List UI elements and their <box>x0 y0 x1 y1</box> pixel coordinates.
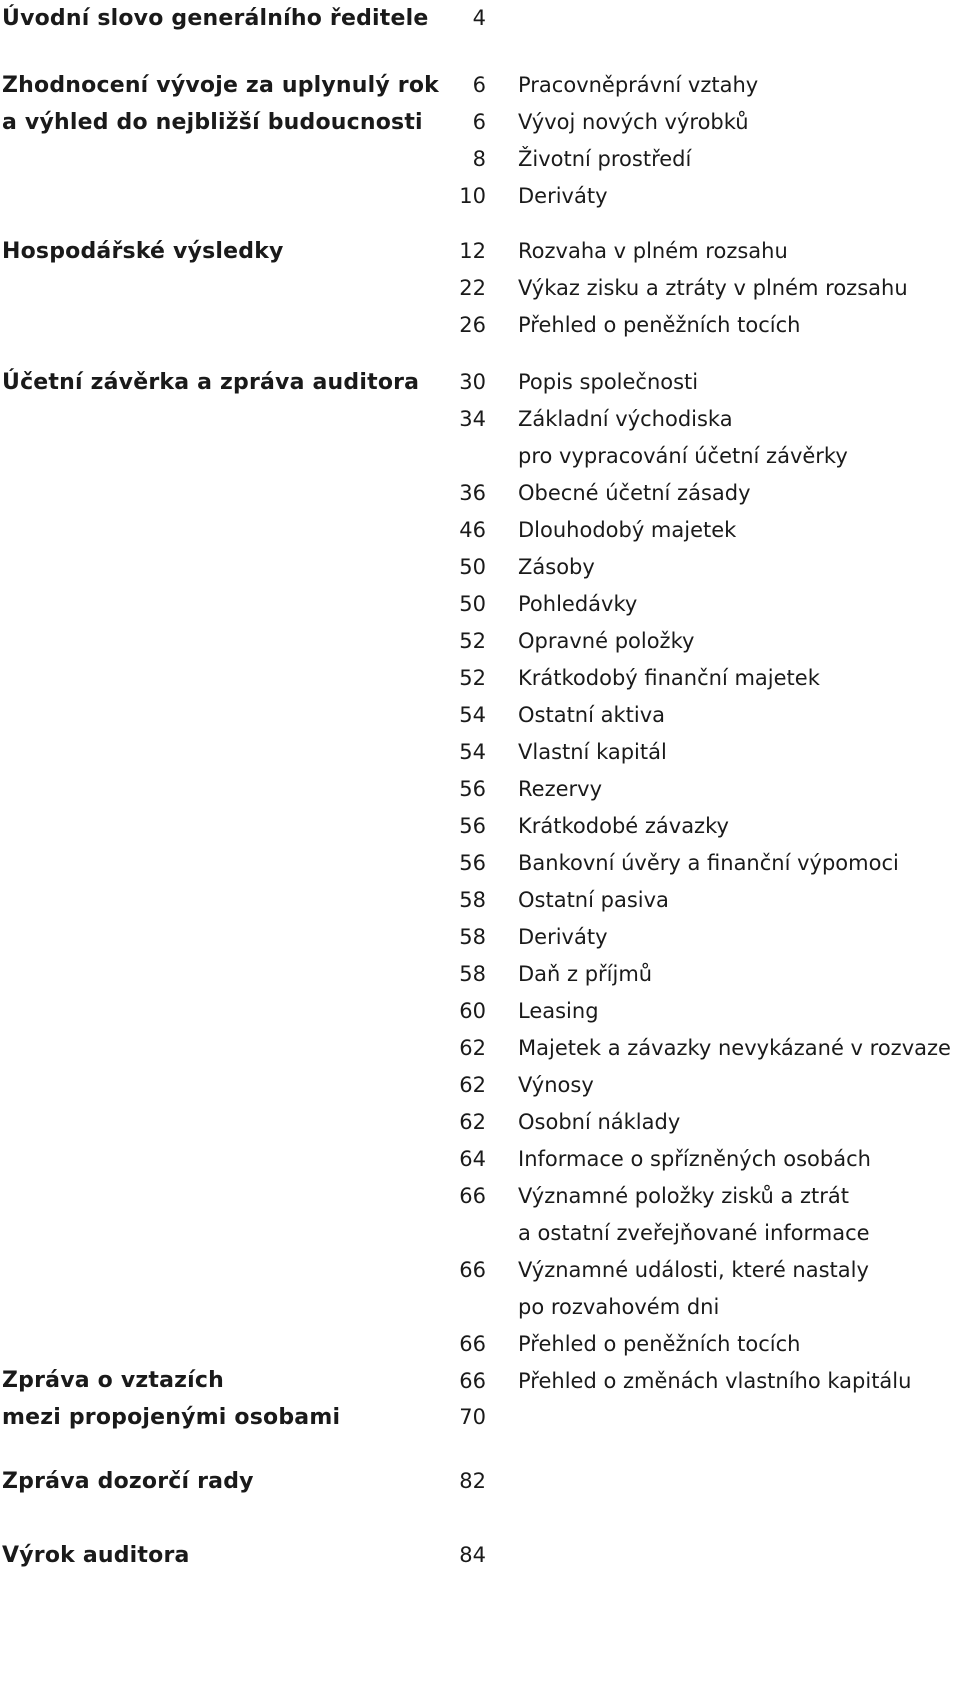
entry-label <box>518 623 694 660</box>
section-title[interactable] <box>2 0 428 37</box>
toc-entry[interactable] <box>0 1030 960 1067</box>
entry-label-line: Majetek a závazky nevykázané v rozvaze <box>518 1036 951 1060</box>
entry-label <box>518 993 599 1030</box>
toc-entry[interactable] <box>0 882 960 919</box>
toc-entry[interactable] <box>0 919 960 956</box>
section-title-line: mezi propojenými osobami <box>2 1405 341 1430</box>
entry-label-line: Přehled o peněžních tocích <box>518 1332 801 1356</box>
entry-page-number: 56 <box>459 777 486 801</box>
entry-label-line: Leasing <box>518 999 599 1023</box>
toc-entry[interactable] <box>0 1252 960 1319</box>
entry-label <box>518 512 736 549</box>
entry-label-line: a ostatní zveřejňované informace <box>518 1221 870 1245</box>
entry-label <box>518 660 820 697</box>
entry-label-line: Vývoj nových výrobků <box>518 110 749 134</box>
entry-label-line: Výkaz zisku a ztráty v plném rozsahu <box>518 276 908 300</box>
entry-page-number: 50 <box>459 592 486 616</box>
entry-label-line: Zásoby <box>518 555 595 579</box>
section-title[interactable] <box>2 1362 340 1436</box>
entry-label <box>518 1252 869 1326</box>
toc-entry[interactable] <box>0 307 960 344</box>
toc-entry[interactable] <box>0 512 960 549</box>
entry-label-line: Vlastní kapitál <box>518 740 667 764</box>
entry-label <box>518 141 691 178</box>
entry-label-line: Rezervy <box>518 777 602 801</box>
entry-label-line: Daň z příjmů <box>518 962 653 986</box>
entry-page-number: 60 <box>459 999 486 1023</box>
entry-label-line: Dlouhodobý majetek <box>518 518 737 542</box>
entry-label <box>518 586 637 623</box>
toc-entry[interactable] <box>0 178 960 215</box>
toc-entry[interactable] <box>0 104 960 141</box>
entry-page-number: 66 <box>459 1258 486 1282</box>
entry-label <box>518 956 652 993</box>
entry-page-number: 6 <box>472 73 486 97</box>
entry-label <box>518 1104 680 1141</box>
entry-label <box>518 1141 871 1178</box>
entry-label <box>518 1067 594 1104</box>
entry-label-line: Životní prostředí <box>518 147 692 171</box>
entry-label-line: Přehled o peněžních tocích <box>518 313 801 337</box>
toc-entry[interactable] <box>0 1104 960 1141</box>
entry-page-number: 56 <box>459 814 486 838</box>
entry-label-line: Základní východiska <box>518 407 733 431</box>
entry-label <box>518 233 788 270</box>
toc-entry[interactable] <box>0 586 960 623</box>
entry-label-line: Obecné účetní zásady <box>518 481 751 505</box>
entry-label <box>518 1178 870 1252</box>
entry-page-number: 66 <box>459 1332 486 1356</box>
entry-page-number: 54 <box>459 703 486 727</box>
entry-page-number: 64 <box>459 1147 486 1171</box>
entry-page-number: 58 <box>459 962 486 986</box>
entry-page-number: 26 <box>459 313 486 337</box>
entry-label-line: Opravné položky <box>518 629 695 653</box>
entry-label <box>518 1326 800 1363</box>
entry-page-number: 56 <box>459 851 486 875</box>
entry-page-number: 8 <box>472 147 486 171</box>
section-page-number: 82 <box>459 1469 486 1493</box>
section-page-number: 70 <box>459 1405 486 1429</box>
entry-label <box>518 549 595 586</box>
entry-label-line: Významné položky zisků a ztrát <box>518 1184 850 1208</box>
entry-label <box>518 475 751 512</box>
entry-label <box>518 697 665 734</box>
entry-label <box>518 270 908 307</box>
entry-label <box>518 808 729 845</box>
entry-label-line: Krátkodobé závazky <box>518 814 729 838</box>
entry-page-number: 50 <box>459 555 486 579</box>
toc-entry[interactable] <box>0 549 960 586</box>
toc-entry[interactable] <box>0 270 960 307</box>
section-title-line: Výrok auditora <box>2 1543 190 1568</box>
toc-entry[interactable] <box>0 697 960 734</box>
entry-label <box>518 104 749 141</box>
section-page-number: 4 <box>472 6 486 30</box>
entry-label-line: Pracovněprávní vztahy <box>518 73 759 97</box>
entry-label-line: Osobní náklady <box>518 1110 681 1134</box>
entry-label-line: pro vypracování účetní závěrky <box>518 444 848 468</box>
toc-entry[interactable] <box>0 660 960 697</box>
entry-page-number: 22 <box>459 276 486 300</box>
entry-page-number: 54 <box>459 740 486 764</box>
entry-label <box>518 734 667 771</box>
entry-label-line: Popis společnosti <box>518 370 699 394</box>
entry-page-number: 52 <box>459 629 486 653</box>
toc-entry[interactable] <box>0 1326 960 1363</box>
entry-label-line: Výnosy <box>518 1073 594 1097</box>
entry-page-number: 34 <box>459 407 486 431</box>
entry-page-number: 6 <box>472 110 486 134</box>
entry-label <box>518 771 602 808</box>
toc-entry[interactable] <box>0 808 960 845</box>
entry-label <box>518 845 899 882</box>
section-title-line: Zpráva dozorčí rady <box>2 1469 254 1494</box>
section-title-line: a výhled do nejbližší budoucnosti <box>2 110 423 135</box>
toc-entry[interactable] <box>0 67 960 104</box>
entry-page-number: 12 <box>459 239 486 263</box>
toc-entry[interactable] <box>0 734 960 771</box>
entry-label-line: Deriváty <box>518 925 608 949</box>
section-title-line: Hospodářské výsledky <box>2 239 284 264</box>
entry-page-number: 52 <box>459 666 486 690</box>
section-title[interactable] <box>2 1463 254 1500</box>
entry-page-number: 62 <box>459 1110 486 1134</box>
toc-entry[interactable] <box>0 845 960 882</box>
entry-label <box>518 1030 951 1067</box>
toc-entry[interactable] <box>0 623 960 660</box>
entry-page-number: 10 <box>459 184 486 208</box>
entry-label-line: Ostatní pasiva <box>518 888 669 912</box>
section-title-line: Zhodnocení vývoje za uplynulý rok <box>2 73 439 98</box>
toc-entry[interactable] <box>0 233 960 270</box>
entry-label <box>518 67 758 104</box>
entry-label <box>518 401 848 475</box>
section-page-number: 84 <box>459 1543 486 1567</box>
entry-page-number: 36 <box>459 481 486 505</box>
entry-label <box>518 364 698 401</box>
entry-label-line: Krátkodobý finanční majetek <box>518 666 820 690</box>
entry-page-number: 58 <box>459 888 486 912</box>
entry-page-number: 66 <box>459 1184 486 1208</box>
toc-entry[interactable] <box>0 475 960 512</box>
entry-label-line: Významné události, které nastaly <box>518 1258 869 1282</box>
toc-entry[interactable] <box>0 1141 960 1178</box>
entry-label <box>518 882 669 919</box>
toc-entry[interactable] <box>0 771 960 808</box>
toc-entry[interactable] <box>0 141 960 178</box>
toc-entry[interactable] <box>0 401 960 468</box>
entry-label <box>518 919 608 956</box>
entry-label-line: Přehled o změnách vlastního kapitálu <box>518 1369 912 1393</box>
section-title[interactable] <box>2 1537 190 1574</box>
entry-label <box>518 178 608 215</box>
entry-label-line: Deriváty <box>518 184 608 208</box>
toc-entry[interactable] <box>0 956 960 993</box>
section-title-line: Účetní závěrka a zpráva auditora <box>2 370 420 395</box>
toc-entry[interactable] <box>0 993 960 1030</box>
entry-page-number: 46 <box>459 518 486 542</box>
entry-label <box>518 1363 911 1400</box>
entry-page-number: 62 <box>459 1073 486 1097</box>
entry-label-line: Bankovní úvěry a finanční výpomoci <box>518 851 899 875</box>
toc-entry[interactable] <box>0 1067 960 1104</box>
entry-page-number: 30 <box>459 370 486 394</box>
entry-page-number: 58 <box>459 925 486 949</box>
section-title-line: Zpráva o vztazích <box>2 1368 224 1393</box>
entry-label-line: po rozvahovém dni <box>518 1295 720 1319</box>
toc-entry[interactable] <box>0 1178 960 1245</box>
entry-page-number: 66 <box>459 1369 486 1393</box>
entry-label <box>518 307 800 344</box>
entry-page-number: 62 <box>459 1036 486 1060</box>
section-title-line: Úvodní slovo generálního ředitele <box>2 6 429 31</box>
entry-label-line: Informace o spřízněných osobách <box>518 1147 871 1171</box>
entry-label-line: Rozvaha v plném rozsahu <box>518 239 788 263</box>
entry-label-line: Pohledávky <box>518 592 638 616</box>
toc-entry[interactable] <box>0 364 960 401</box>
entry-label-line: Ostatní aktiva <box>518 703 666 727</box>
